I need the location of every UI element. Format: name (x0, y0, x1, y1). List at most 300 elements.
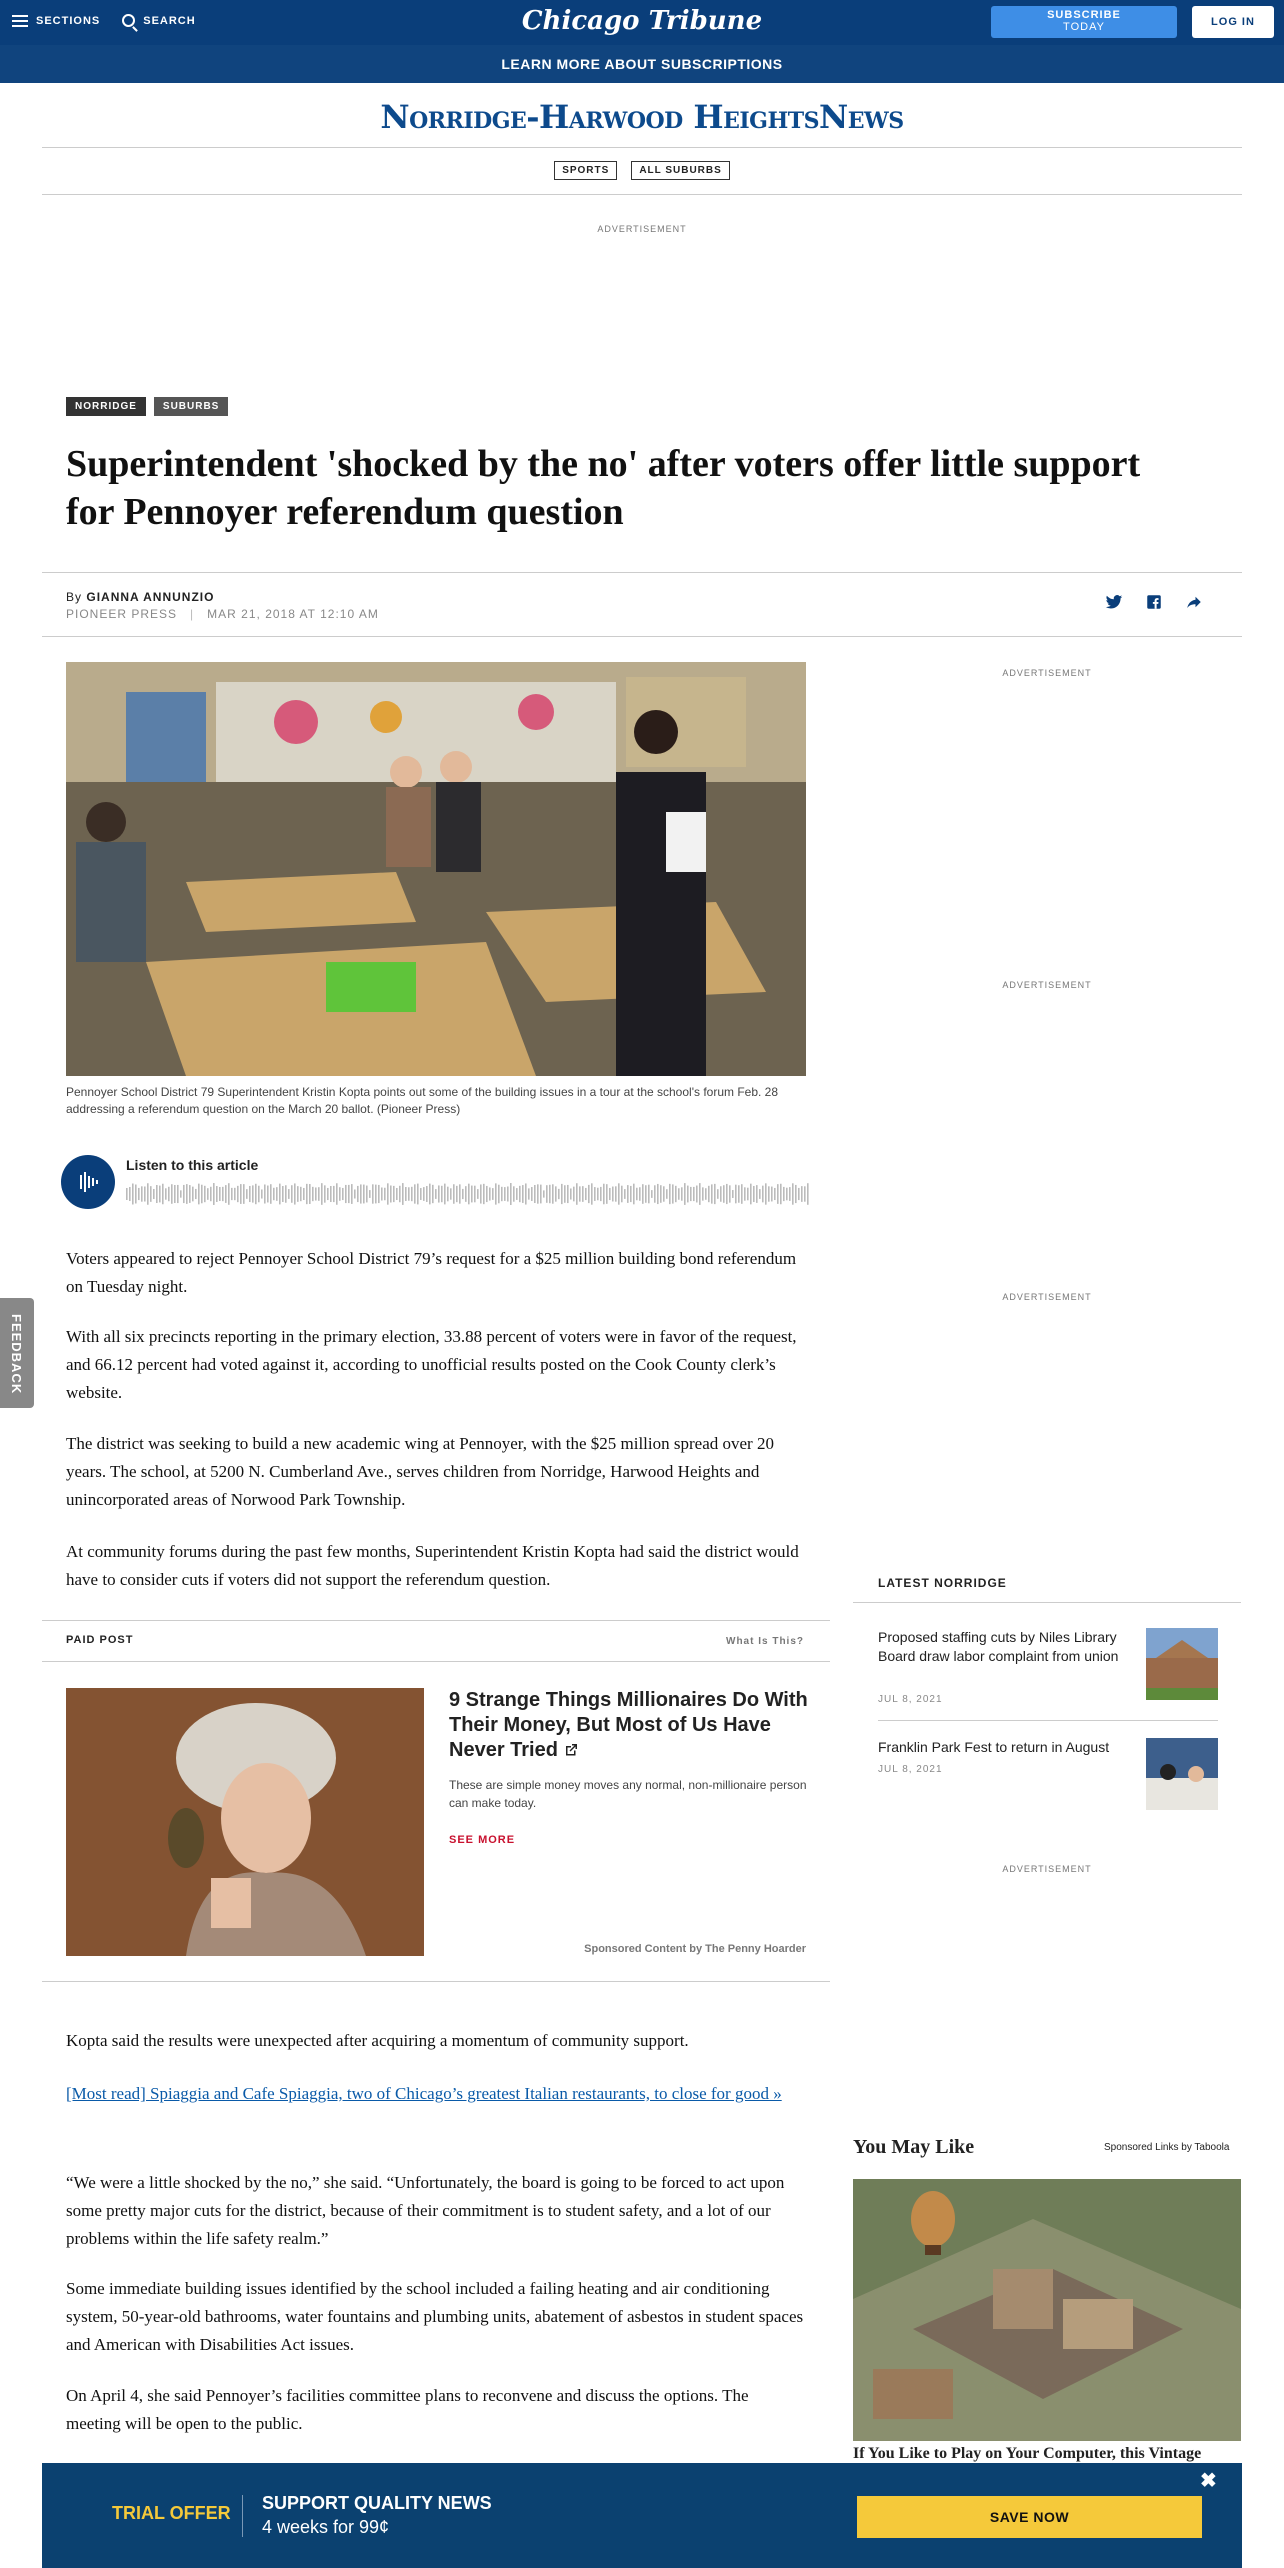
waveform-bar (366, 1186, 368, 1203)
paid-post-title[interactable] (449, 1688, 809, 1763)
waveform-bar (711, 1184, 713, 1203)
waveform-bar (411, 1187, 413, 1201)
waveform-bar (465, 1186, 467, 1202)
waveform-bar (561, 1184, 563, 1204)
waveform-bar (636, 1188, 638, 1200)
search-label: SEARCH (143, 14, 196, 27)
waveform-bar (438, 1185, 440, 1202)
audio-waveform[interactable] (126, 1180, 810, 1208)
waveform-bar (279, 1184, 281, 1205)
divider (878, 1720, 1218, 1721)
latest-item-thumbnail[interactable] (1146, 1628, 1218, 1700)
trial-offer-banner (42, 2463, 1242, 2568)
external-link-icon (564, 1743, 578, 1757)
waveform-bar (180, 1190, 182, 1197)
waveform-bar (627, 1185, 629, 1203)
ad-label: ADVERTISEMENT (1002, 668, 1092, 678)
latest-item-date: JUL 8, 2021 (878, 1694, 943, 1705)
article-meta: PIONEER PRESS | MAR 21, 2018 AT 12:10 AM (66, 607, 379, 621)
waveform-bar (507, 1186, 509, 1201)
waveform-bar (390, 1185, 392, 1202)
waveform-bar (417, 1184, 419, 1205)
waveform-bar (354, 1189, 356, 1198)
waveform-bar (360, 1184, 362, 1203)
waveform-bar (624, 1189, 626, 1199)
waveform-bar (300, 1187, 302, 1201)
waveform-bar (531, 1187, 533, 1201)
waveform-bar (648, 1185, 650, 1204)
waveform-bar (732, 1190, 734, 1198)
waveform-bar (294, 1183, 296, 1204)
ad-label: ADVERTISEMENT (597, 224, 687, 234)
sports-link[interactable]: SPORTS (554, 161, 617, 180)
waveform-bar (663, 1186, 665, 1201)
waveform-bar (198, 1184, 200, 1205)
subscribe-sublabel: TODAY (1063, 21, 1105, 33)
waveform-bar (801, 1186, 803, 1202)
waveform-bar (228, 1183, 230, 1205)
waveform-bar (741, 1184, 743, 1204)
waveform-bar (345, 1185, 347, 1203)
site-logo[interactable]: Chicago Tribune (521, 6, 763, 36)
audio-title: Listen to this article (126, 1157, 259, 1173)
waveform-bar (303, 1188, 305, 1200)
ad-label: ADVERTISEMENT (1002, 1292, 1092, 1302)
waveform-bar (132, 1184, 134, 1205)
waveform-bar (207, 1188, 209, 1200)
waveform-bar (258, 1186, 260, 1203)
waveform-bar (729, 1185, 731, 1202)
waveform-bar (408, 1187, 410, 1200)
waveform-bar (483, 1184, 485, 1204)
article-source: PIONEER PRESS (66, 607, 178, 621)
divider (42, 1981, 830, 1982)
waveform-bar (156, 1185, 158, 1203)
waveform-bar (444, 1184, 446, 1205)
waveform-bar (654, 1185, 656, 1202)
waveform-bar (309, 1184, 311, 1204)
waveform-bar (642, 1184, 644, 1204)
waveform-bar (546, 1185, 548, 1203)
waveform-bar (540, 1185, 542, 1204)
latest-item-title[interactable]: Franklin Park Fest to return in August (878, 1739, 1110, 1755)
waveform-bar (633, 1184, 635, 1205)
waveform-bar (468, 1184, 470, 1205)
paid-post-description: These are simple money moves any normal, non-millionaire person can make today. (449, 1778, 807, 1810)
waveform-bar (384, 1188, 386, 1201)
paragraph: Some immediate building issues identified by the school included a failing heating and air conditioning system, 50-year-old bathrooms, water fountains and plumbing units, abatement of asbestos in student spaces and American with Disabilities Act issues. (66, 2279, 804, 2354)
waveform-bar (273, 1188, 275, 1200)
waveform-bar (807, 1183, 809, 1205)
waveform-bar (225, 1185, 227, 1203)
waveform-bar (495, 1183, 497, 1204)
waveform-bar (684, 1183, 686, 1205)
paragraph: “We were a little shocked by the no,” she said. “Unfortunately, the board is going to be forced to act upon some pretty major cuts for the district, because of their commitment is to student safety, and a lot of our problems within the life safety realm.” (66, 2173, 785, 2248)
trial-offer-label: TRIAL OFFER (112, 2503, 231, 2523)
waveform-bar (237, 1186, 239, 1202)
waveform-bar (204, 1186, 206, 1202)
waveform-bar (162, 1184, 164, 1205)
waveform-bar (255, 1184, 257, 1204)
waveform-bar (747, 1188, 749, 1201)
waveform-bar (306, 1184, 308, 1204)
waveform-bar (144, 1186, 146, 1201)
waveform-bar (714, 1184, 716, 1204)
waveform-bar (315, 1187, 317, 1200)
waveform-bar (576, 1183, 578, 1205)
waveform-bar (141, 1186, 143, 1201)
paragraph: With all six precincts reporting in the primary election, 33.88 percent of voters were in favor of the request, and 66.12 percent had voted against it, according to unofficial results posted on the Cook County clerk’s website. (66, 1327, 797, 1402)
waveform-bar (597, 1188, 599, 1201)
subscribe-label: SUBSCRIBE (1047, 9, 1121, 21)
waveform-bar (792, 1183, 794, 1204)
waveform-bar (312, 1187, 314, 1201)
waveform-bar (462, 1189, 464, 1199)
waveform-bar (486, 1186, 488, 1202)
paragraph: Kopta said the results were unexpected after acquiring a momentum of community support. (66, 2031, 689, 2050)
waveform-bar (153, 1189, 155, 1199)
login-button[interactable]: LOG IN (1192, 6, 1274, 38)
waveform-bar (192, 1187, 194, 1202)
divider (853, 1602, 1241, 1603)
feedback-tab[interactable] (0, 1298, 34, 1408)
waveform-bar (594, 1187, 596, 1201)
waveform-bar (555, 1186, 557, 1201)
waveform-bar (222, 1187, 224, 1201)
photo-caption: Pennoyer School District 79 Superintendent Kristin Kopta points out some of the building issues in a tour at the school's forum Feb. 28 addressing a referendum question on the March 20 ballot. (Pioneer Press) (66, 1085, 779, 1116)
waveform-bar (336, 1183, 338, 1205)
sections-label: SECTIONS (36, 14, 101, 27)
waveform-bar (549, 1185, 551, 1203)
waveform-bar (762, 1186, 764, 1203)
waveform-bar (618, 1183, 620, 1204)
waveform-bar (660, 1185, 662, 1203)
sponsored-caption[interactable]: If You Like to Play on Your Computer, this Vintage (853, 2445, 1202, 2462)
waveform-bar (357, 1186, 359, 1202)
trial-offer-headline: SUPPORT QUALITY NEWS (262, 2493, 492, 2513)
waveform-bar (720, 1186, 722, 1201)
waveform-bar (456, 1186, 458, 1202)
waveform-bar (681, 1187, 683, 1200)
waveform-bar (591, 1183, 593, 1204)
waveform-bar (261, 1189, 263, 1198)
waveform-bar (552, 1184, 554, 1203)
waveform-bar (429, 1184, 431, 1205)
divider (242, 2495, 243, 2537)
waveform-bar (348, 1185, 350, 1203)
waveform-bar (600, 1187, 602, 1201)
author-name[interactable]: GIANNA ANNUNZIO (86, 590, 215, 604)
article-headline: Superintendent 'shocked by the no' after voters offer little support for Pennoyer referendum question (66, 443, 1141, 533)
waveform-bar (399, 1186, 401, 1202)
article-photo[interactable] (66, 662, 806, 1076)
waveform-bar (177, 1185, 179, 1203)
waveform-bar (498, 1185, 500, 1204)
latest-item-title[interactable]: Proposed staffing cuts by Niles Library Board draw labor complaint from union (878, 1629, 1119, 1664)
paid-post-image[interactable] (66, 1688, 424, 1956)
paragraph: At community forums during the past few months, Superintendent Kristin Kopta had said the district would have to consider cuts if voters did not support the referendum question. (66, 1542, 799, 1589)
waveform-bar (183, 1185, 185, 1203)
waveform-bar (564, 1185, 566, 1203)
waveform-bar (396, 1188, 398, 1200)
waveform-bar (324, 1185, 326, 1202)
paragraph: Voters appeared to reject Pennoyer School District 79’s request for a $25 million building bond referendum on Tuesday night. (66, 1249, 797, 1296)
trial-offer-price: 4 weeks for 99¢ (262, 2517, 390, 2537)
waveform-bar (678, 1188, 680, 1199)
waveform-bar (420, 1188, 422, 1200)
paid-post-title-text: 9 Strange Things Millionaires Do With Their Money, But Most of Us Have Never Tried (449, 1689, 808, 1761)
waveform-bar (705, 1188, 707, 1200)
waveform-bar (783, 1187, 785, 1201)
waveform-bar (450, 1188, 452, 1199)
waveform-bar (318, 1187, 320, 1201)
see-more-link[interactable]: SEE MORE (449, 1834, 516, 1846)
waveform-bar (231, 1188, 233, 1200)
waveform-bar (387, 1183, 389, 1204)
waveform-bar (780, 1184, 782, 1204)
waveform-bar (435, 1189, 437, 1199)
waveform-bar (138, 1188, 140, 1200)
latest-item-date: JUL 8, 2021 (878, 1764, 943, 1775)
waveform-bar (708, 1186, 710, 1202)
divider (42, 1661, 830, 1662)
waveform-bar (585, 1188, 587, 1200)
waveform-bar (786, 1188, 788, 1201)
waveform-bar (750, 1184, 752, 1205)
waveform-bar (423, 1187, 425, 1201)
waveform-bar (519, 1186, 521, 1202)
waveform-bar (339, 1187, 341, 1201)
feedback-label: FEEDBACK (9, 1314, 24, 1395)
latest-item-thumbnail[interactable] (1146, 1738, 1218, 1810)
waveform-bar (675, 1186, 677, 1202)
waveform-bar (291, 1185, 293, 1203)
twitter-icon[interactable] (1105, 593, 1123, 611)
paragraph: On April 4, she said Pennoyer’s facilities committee plans to reconvene and discuss the options. The meeting will be open to the public. (66, 2386, 749, 2433)
waveform-bar (759, 1189, 761, 1199)
waveform-bar (474, 1186, 476, 1203)
waveform-bar (588, 1185, 590, 1203)
waveform-bar (582, 1186, 584, 1202)
ad-label: ADVERTISEMENT (1002, 980, 1092, 990)
waveform-bar (489, 1187, 491, 1200)
close-icon[interactable]: ✖ (1200, 2470, 1217, 2492)
waveform-bar (528, 1188, 530, 1199)
waveform-bar (342, 1188, 344, 1200)
waveform-bar (726, 1184, 728, 1204)
all-suburbs-link[interactable]: ALL SUBURBS (631, 161, 729, 180)
waveform-bar (603, 1184, 605, 1205)
waveform-bar (405, 1187, 407, 1201)
waveform-bar (402, 1183, 404, 1205)
waveform-bar (327, 1188, 329, 1200)
waveform-bar (690, 1187, 692, 1201)
waveform-bar (672, 1184, 674, 1203)
waveform-bar (768, 1186, 770, 1201)
waveform-bar (249, 1186, 251, 1202)
waveform-bar (297, 1186, 299, 1202)
waveform-bar (186, 1184, 188, 1204)
taboola-label[interactable]: Sponsored Links by Taboola (1104, 2142, 1230, 2153)
waveform-bar (447, 1187, 449, 1202)
waveform-bar (615, 1186, 617, 1201)
waveform-bar (477, 1189, 479, 1199)
what-is-this-link[interactable]: What Is This? (726, 1636, 804, 1647)
waveform-bar (717, 1189, 719, 1199)
waveform-bar (270, 1184, 272, 1204)
most-read-link[interactable]: [Most read] Spiaggia and Cafe Spiaggia, two of Chicago’s greatest Italian restaurants, to close for good » (66, 2084, 782, 2103)
waveform-bar (165, 1188, 167, 1199)
waveform-bar (213, 1183, 215, 1205)
waveform-bar (777, 1184, 779, 1204)
waveform-bar (798, 1188, 800, 1200)
waveform-bar (657, 1184, 659, 1204)
waveform-bar (756, 1185, 758, 1203)
sponsor-label: Sponsored Content by The Penny Hoarder (584, 1943, 806, 1955)
subscription-promo-link[interactable]: LEARN MORE ABOUT SUBSCRIPTIONS (0, 45, 1284, 83)
waveform-bar (669, 1184, 671, 1204)
waveform-bar (453, 1184, 455, 1204)
facebook-icon[interactable] (1145, 593, 1163, 611)
waveform-bar (522, 1185, 524, 1203)
divider (42, 572, 1242, 573)
article-date: MAR 21, 2018 AT 12:10 AM (207, 607, 379, 621)
waveform-bar (375, 1185, 377, 1204)
waveform-bar (426, 1186, 428, 1202)
waveform-bar (504, 1187, 506, 1201)
you-may-like-title: You May Like (853, 2136, 975, 2158)
waveform-bar (516, 1188, 518, 1200)
waveform-bar (147, 1183, 149, 1205)
waveform-bar (372, 1184, 374, 1203)
waveform-bar (651, 1190, 653, 1198)
waveform-bar (765, 1183, 767, 1204)
waveform-bar (432, 1185, 434, 1203)
byline-prefix: By (66, 590, 83, 604)
waveform-bar (579, 1186, 581, 1201)
waveform-bar (135, 1185, 137, 1204)
waveform-bar (501, 1187, 503, 1201)
waveform-bar (126, 1188, 128, 1200)
waveform-bar (771, 1187, 773, 1202)
waveform-bar (744, 1187, 746, 1200)
waveform-bar (330, 1186, 332, 1202)
top-navigation-bar (0, 0, 1284, 45)
waveform-bar (570, 1188, 572, 1199)
waveform-bar (702, 1187, 704, 1200)
waveform-bar (606, 1184, 608, 1204)
sponsored-image[interactable] (853, 2179, 1241, 2441)
waveform-bar (804, 1186, 806, 1201)
publication-title[interactable]: Norridge-Harwood HeightsNews (380, 98, 904, 136)
waveform-bar (264, 1184, 266, 1203)
waveform-bar (510, 1183, 512, 1205)
waveform-bar (735, 1185, 737, 1204)
paid-post-header: PAID POST (66, 1634, 134, 1646)
waveform-bar (267, 1186, 269, 1203)
waveform-bar (696, 1186, 698, 1203)
waveform-bar (645, 1185, 647, 1203)
waveform-bar (525, 1183, 527, 1204)
waveform-bar (567, 1185, 569, 1203)
latest-norridge-title: LATEST NORRIDGE (878, 1576, 1007, 1590)
divider (42, 636, 1242, 637)
waveform-bar (513, 1186, 515, 1201)
waveform-bar (159, 1186, 161, 1203)
waveform-bar (150, 1186, 152, 1202)
save-now-button[interactable]: SAVE NOW (857, 2496, 1202, 2538)
waveform-bar (201, 1185, 203, 1204)
subscribe-button[interactable] (991, 6, 1177, 38)
waveform-bar (378, 1185, 380, 1203)
divider (42, 194, 1242, 195)
waveform-bar (609, 1188, 611, 1200)
tag-norridge[interactable]: NORRIDGE (66, 397, 146, 416)
waveform-bar (321, 1183, 323, 1205)
waveform-bar (534, 1185, 536, 1203)
waveform-bar (414, 1184, 416, 1203)
waveform-bar (276, 1187, 278, 1201)
divider (42, 147, 1242, 148)
share-icon[interactable] (1185, 593, 1203, 611)
waveform-bar (333, 1186, 335, 1202)
tag-suburbs[interactable]: SUBURBS (154, 397, 228, 416)
waveform-bar (441, 1186, 443, 1202)
waveform-bar (774, 1188, 776, 1200)
audio-icon (61, 1155, 115, 1209)
waveform-bar (753, 1186, 755, 1202)
waveform-bar (363, 1185, 365, 1204)
waveform-bar (693, 1187, 695, 1201)
waveform-bar (285, 1185, 287, 1203)
waveform-bar (639, 1187, 641, 1201)
waveform-bar (687, 1186, 689, 1203)
waveform-bar (189, 1185, 191, 1203)
waveform-bar (216, 1186, 218, 1202)
waveform-bar (537, 1184, 539, 1203)
divider (42, 1620, 830, 1621)
waveform-bar (168, 1187, 170, 1201)
waveform-bar (723, 1185, 725, 1203)
waveform-bar (621, 1186, 623, 1203)
waveform-bar (738, 1185, 740, 1202)
waveform-bar (612, 1187, 614, 1202)
waveform-bar (573, 1187, 575, 1202)
waveform-bar (243, 1184, 245, 1204)
audio-play-button[interactable] (61, 1155, 115, 1209)
waveform-bar (459, 1184, 461, 1203)
waveform-bar (195, 1189, 197, 1199)
waveform-bar (543, 1190, 545, 1197)
waveform-bar (210, 1187, 212, 1201)
waveform-bar (351, 1184, 353, 1204)
waveform-bar (480, 1184, 482, 1203)
waveform-bar (246, 1189, 248, 1199)
waveform-bar (795, 1185, 797, 1203)
waveform-bar (381, 1187, 383, 1200)
waveform-bar (219, 1187, 221, 1201)
article-tags (66, 397, 228, 416)
waveform-bar (174, 1185, 176, 1203)
waveform-bar (234, 1188, 236, 1200)
waveform-bar (369, 1190, 371, 1198)
paragraph: The district was seeking to build a new academic wing at Pennoyer, with the $25 million spread over 20 years. The school, at 5200 N. Cumberland Ave., serves children from Norridge, Harwood Heights and unincorporated areas of Norwood Park Township. (66, 1434, 774, 1509)
waveform-bar (558, 1189, 560, 1199)
waveform-bar (393, 1186, 395, 1202)
waveform-bar (699, 1183, 701, 1205)
byline (66, 590, 214, 604)
waveform-bar (129, 1187, 131, 1201)
